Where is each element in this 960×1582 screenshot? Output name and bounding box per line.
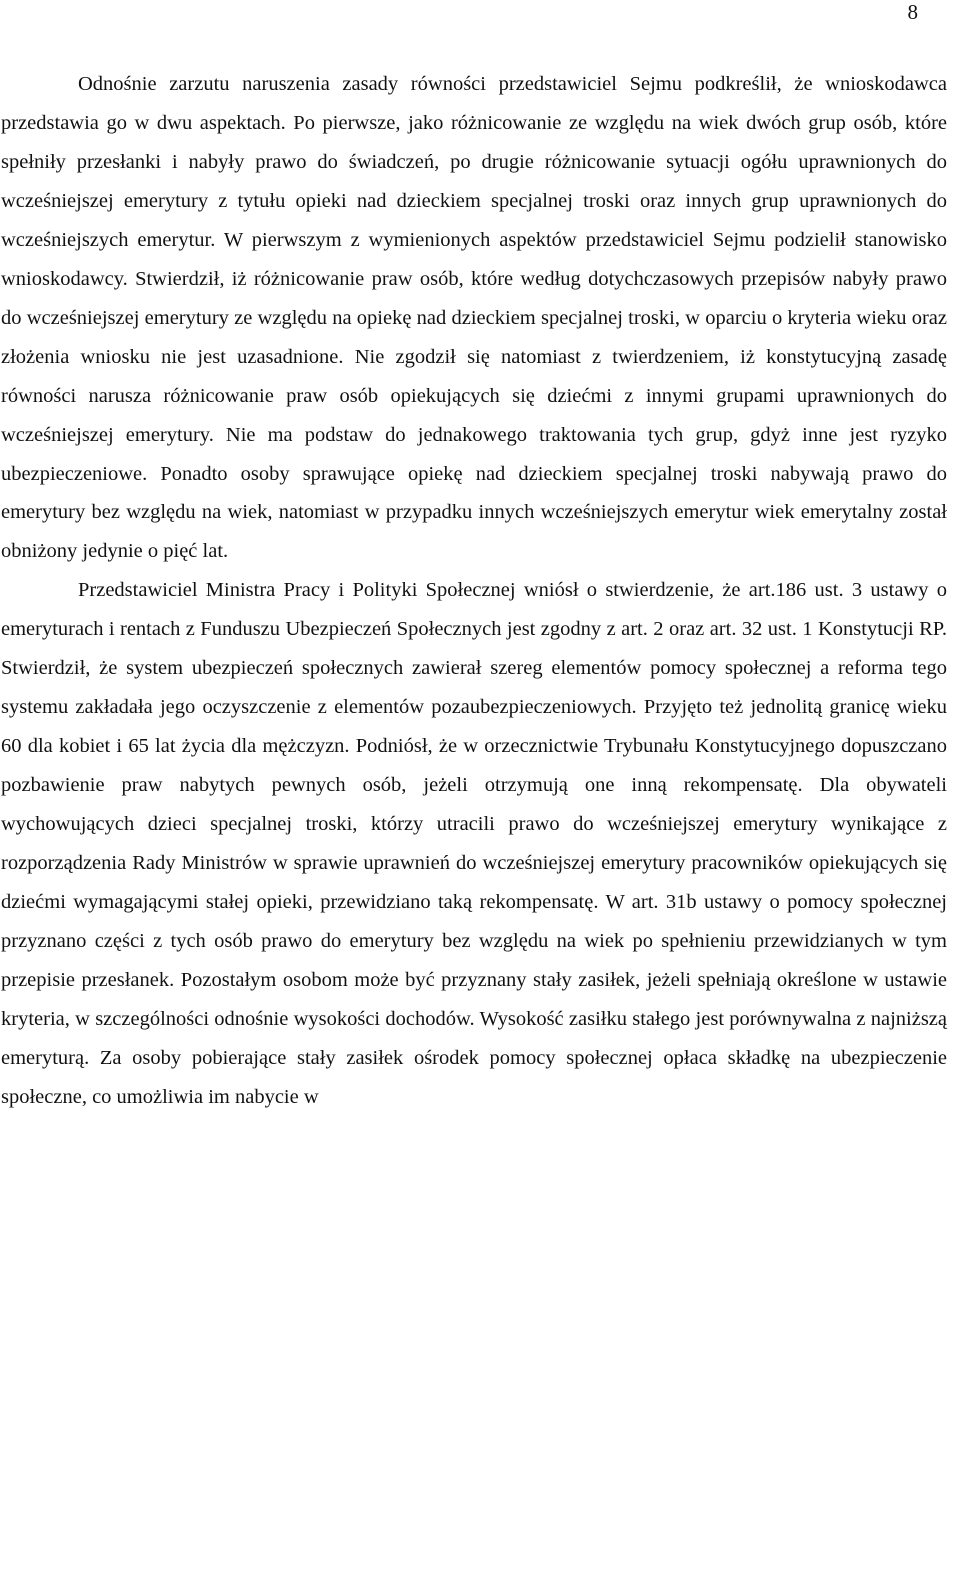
paragraph-minister-position: Przedstawiciel Ministra Pracy i Polityki Społecznej wniósł o stwierdzenie, że art.186 ust. 3 ustawy o emeryturach i rentach z Funduszu Ubezpieczeń Społecznych jest zgodny z art. 2 oraz art. 32 ust. 1 Konstytucji RP. Stwierdził, że system ubezpieczeń społecznych zawierał szereg elementów pomocy społecznej a reforma tego systemu zakładała jego oczyszczenie z elementów pozaubezpieczeniowych. Przyjęto też jednolitą granicę wieku 60 dla kobiet i 65 lat życia dla mężczyzn. Podniósł, że w orzecznictwie Trybunału Konstytucyjnego dopuszczano pozbawienie praw nabytych pewnych osób, jeżeli otrzymują one inną rekompensatę. Dla obywateli wychowujących dzieci specjalnej troski, którzy utracili prawo do wcześniejszej emerytury wynikające z rozporządzenia Rady Ministrów w sprawie uprawnień do wcześniejszej emerytury pracowników opiekujących się dziećmi wymagającymi stałej opieki, przewidziano taką rekompensatę. W art. 31b ustawy o pomocy społecznej przyznano części z tych osób prawo do emerytury bez względu na wiek po spełnieniu przewidzianych w tym przepisie przesłanek. Pozostałym osobom może być przyznany stały zasiłek, jeżeli spełniają określone w ustawie kryteria, w szczególności odnośnie wysokości dochodów. Wysokość zasiłku stałego jest porównywalna z najniższą emeryturą. Za osoby pobierające stały zasiłek ośrodek pomocy społecznej opłaca składkę na ubezpieczenie społeczne, co umożliwia im nabycie w (1, 579, 947, 1108)
page-number: 8 (907, 0, 918, 24)
document-body (1, 65, 947, 1117)
paragraph-equality-principle: Odnośnie zarzutu naruszenia zasady równości przedstawiciel Sejmu podkreślił, że wnioskodawca przedstawia go w dwu aspektach. Po pierwsze, jako różnicowanie ze względu na wiek dwóch grup osób, które spełniły przesłanki i nabyły prawo do świadczeń, po drugie różnicowanie sytuacji ogółu uprawnionych do wcześniejszej emerytury z tytułu opieki nad dzieckiem specjalnej troski oraz innych grup uprawnionych do wcześniejszych emerytur. W pierwszym z wymienionych aspektów przedstawiciel Sejmu podzielił stanowisko wnioskodawcy. Stwierdził, iż różnicowanie praw osób, które według dotychczasowych przepisów nabyły prawo do wcześniejszej emerytury ze względu na opiekę nad dzieckiem specjalnej troski, w oparciu o kryteria wieku oraz złożenia wniosku nie jest uzasadnione. Nie zgodził się natomiast z twierdzeniem, iż konstytucyjną zasadę równości narusza różnicowanie praw osób opiekujących się dziećmi z innymi grupami uprawnionych do wcześniejszej emerytury. Nie ma podstaw do jednakowego traktowania tych grup, gdyż inne jest ryzyko ubezpieczeniowe. Ponadto osoby sprawujące opiekę nad dzieckiem specjalnej troski nabywają prawo do emerytury bez względu na wiek, natomiast w przypadku innych wcześniejszych emerytur wiek emerytalny został obniżony jedynie o pięć lat. (1, 73, 947, 563)
